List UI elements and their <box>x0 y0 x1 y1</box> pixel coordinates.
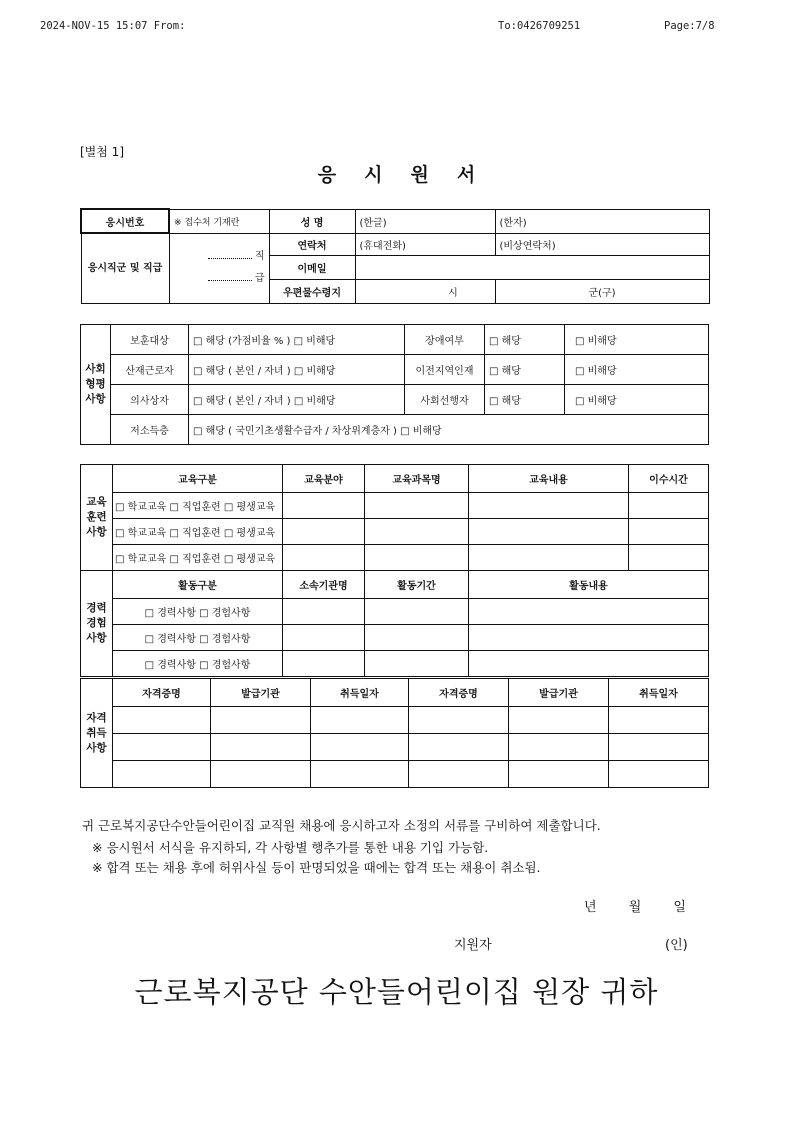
position-label: 응시직군 및 직급 <box>81 233 169 303</box>
experience-header: 활동내용 <box>469 571 709 599</box>
cert-date-cell[interactable] <box>311 734 409 761</box>
education-table <box>80 464 709 571</box>
education-hours-cell[interactable] <box>629 519 709 545</box>
social-row-label2: 장애여부 <box>405 325 485 355</box>
social-row-label2: 이전지역인재 <box>405 355 485 385</box>
education-header: 이수시간 <box>629 465 709 493</box>
cert-name-cell[interactable] <box>409 707 509 734</box>
cert-name-cell[interactable] <box>409 761 509 788</box>
education-type-options[interactable]: □ 학교교육 □ 직업훈련 □ 평생교육 <box>113 493 283 519</box>
experience-section-label: 경력 경험 사항 <box>81 571 113 677</box>
experience-header: 활동구분 <box>113 571 283 599</box>
social-row-label2: 사회선행자 <box>405 385 485 415</box>
education-hours-cell[interactable] <box>629 493 709 519</box>
experience-content-cell[interactable] <box>469 651 709 677</box>
table-row <box>81 519 709 545</box>
address-county[interactable]: 군(구) <box>495 279 709 303</box>
social-option-no[interactable]: □ 비해당 <box>565 355 709 385</box>
experience-header: 소속기관명 <box>283 571 365 599</box>
certificates-header: 자격증명 <box>409 679 509 707</box>
note-item: ※ 합격 또는 채용 후에 허위사실 등이 판명되었을 때에는 합격 또는 채용이 취소됨. <box>92 860 541 875</box>
education-course-cell[interactable] <box>365 519 469 545</box>
table-row <box>81 545 709 571</box>
table-row <box>81 493 709 519</box>
cert-issuer-cell[interactable] <box>509 761 609 788</box>
social-option-no[interactable]: □ 비해당 <box>565 325 709 355</box>
contact-label: 연락처 <box>269 233 355 255</box>
education-course-cell[interactable] <box>365 545 469 571</box>
experience-org-cell[interactable] <box>283 651 365 677</box>
social-row-options[interactable]: □ 해당 (가점비율 % ) □ 비해당 <box>189 325 405 355</box>
certificates-header: 취득일자 <box>609 679 709 707</box>
social-option-yes[interactable]: □ 해당 <box>485 385 565 415</box>
education-section-label: 교육 훈련 사항 <box>81 465 113 571</box>
social-row-options[interactable]: □ 해당 ( 본인 / 자녀 ) □ 비해당 <box>189 355 405 385</box>
social-option-no[interactable]: □ 비해당 <box>565 385 709 415</box>
seal-label[interactable]: (인) <box>665 938 688 953</box>
addressee: 근로복지공단 수안들어린이집 원장 귀하 <box>134 975 659 1009</box>
email-label: 이메일 <box>269 255 355 279</box>
mobile-field[interactable]: (휴대전화) <box>355 233 495 255</box>
social-option-yes[interactable]: □ 해당 <box>485 325 565 355</box>
fax-page-number: Page:7/8 <box>664 20 715 32</box>
experience-period-cell[interactable] <box>365 625 469 651</box>
cert-issuer-cell[interactable] <box>211 707 311 734</box>
cert-issuer-cell[interactable] <box>211 761 311 788</box>
email-field[interactable] <box>355 255 709 279</box>
social-row-label: 보훈대상 <box>111 325 189 355</box>
experience-type-options[interactable]: □ 경력사항 □ 경험사항 <box>113 651 283 677</box>
cert-issuer-cell[interactable] <box>509 707 609 734</box>
certificates-header: 발급기관 <box>211 679 311 707</box>
certificates-header: 취득일자 <box>311 679 409 707</box>
submission-statement: 귀 근로복지공단수안들어린이집 교직원 채용에 응시하고자 소정의 서류를 구비하여 제출합니다. <box>82 818 601 833</box>
table-row <box>81 599 709 625</box>
address-label: 우편물수령지 <box>269 279 355 303</box>
month-label: 월 <box>628 900 642 915</box>
certificates-header: 발급기관 <box>509 679 609 707</box>
cert-issuer-cell[interactable] <box>509 734 609 761</box>
page-title: 응시원서 <box>317 164 504 186</box>
experience-content-cell[interactable] <box>469 625 709 651</box>
applicant-info-table <box>80 208 710 304</box>
social-row-options[interactable]: □ 해당 ( 국민기초생활수급자 / 차상위계층자 ) □ 비해당 <box>189 415 709 445</box>
position-field[interactable] <box>169 233 269 303</box>
grade-suffix: 급 <box>254 273 265 284</box>
cert-name-cell[interactable] <box>409 734 509 761</box>
education-field-cell[interactable] <box>283 519 365 545</box>
social-section-label: 사회 형평 사항 <box>81 325 111 445</box>
experience-org-cell[interactable] <box>283 599 365 625</box>
job-suffix: 직 <box>254 251 265 262</box>
social-row-label: 저소득층 <box>111 415 189 445</box>
cert-date-cell[interactable] <box>311 761 409 788</box>
experience-type-options[interactable]: □ 경력사항 □ 경험사항 <box>113 599 283 625</box>
cert-issuer-cell[interactable] <box>211 734 311 761</box>
table-row <box>81 734 709 761</box>
education-field-cell[interactable] <box>283 545 365 571</box>
year-label: 년 <box>584 900 597 915</box>
name-hangul-field[interactable]: (한글) <box>355 209 495 233</box>
table-row <box>81 651 709 677</box>
note-item: ※ 응시원서 서식을 유지하되, 각 사항별 행추가를 통한 내용 기입 가능함. <box>92 840 489 855</box>
certificates-table <box>80 678 709 788</box>
education-header: 교육구분 <box>113 465 283 493</box>
address-city[interactable]: 시 <box>355 279 495 303</box>
education-course-cell[interactable] <box>365 493 469 519</box>
education-field-cell[interactable] <box>283 493 365 519</box>
cert-name-cell[interactable] <box>113 707 211 734</box>
cert-date-cell[interactable] <box>609 761 709 788</box>
cert-date-cell[interactable] <box>311 707 409 734</box>
table-row <box>81 761 709 788</box>
social-row-options[interactable]: □ 해당 ( 본인 / 자녀 ) □ 비해당 <box>189 385 405 415</box>
education-content-cell[interactable] <box>469 519 629 545</box>
experience-period-cell[interactable] <box>365 651 469 677</box>
cert-name-cell[interactable] <box>113 761 211 788</box>
cert-name-cell[interactable] <box>113 734 211 761</box>
applicant-label: 지원자 <box>454 938 492 953</box>
education-content-cell[interactable] <box>469 545 629 571</box>
education-header: 교육분야 <box>283 465 365 493</box>
education-type-options[interactable]: □ 학교교육 □ 직업훈련 □ 평생교육 <box>113 519 283 545</box>
education-content-cell[interactable] <box>469 493 629 519</box>
certificates-section-label: 자격 취득 사항 <box>81 679 113 788</box>
experience-header: 활동기간 <box>365 571 469 599</box>
education-hours-cell[interactable] <box>629 545 709 571</box>
experience-period-cell[interactable] <box>365 599 469 625</box>
social-option-yes[interactable]: □ 해당 <box>485 355 565 385</box>
social-row-label: 산재근로자 <box>111 355 189 385</box>
fax-datetime: 2024-NOV-15 15:07 From: <box>40 20 186 32</box>
date-line[interactable] <box>584 896 714 915</box>
experience-type-options[interactable]: □ 경력사항 □ 경험사항 <box>113 625 283 651</box>
experience-content-cell[interactable] <box>469 599 709 625</box>
emergency-contact-field[interactable]: (비상연락처) <box>495 233 709 255</box>
fax-recipient: To:0426709251 <box>498 20 581 32</box>
table-row <box>81 707 709 734</box>
table-row <box>81 625 709 651</box>
education-header: 교육과목명 <box>365 465 469 493</box>
name-hanja-field[interactable]: (한자) <box>495 209 709 233</box>
social-row-label: 의사상자 <box>111 385 189 415</box>
exam-number-note: ※ 접수처 기재란 <box>169 209 269 233</box>
education-header: 교육내용 <box>469 465 629 493</box>
appendix-label: [별첨 1] <box>80 145 124 159</box>
experience-table <box>80 570 709 677</box>
experience-org-cell[interactable] <box>283 625 365 651</box>
name-label: 성 명 <box>269 209 355 233</box>
certificates-header: 자격증명 <box>113 679 211 707</box>
social-priority-table <box>80 324 709 445</box>
education-type-options[interactable]: □ 학교교육 □ 직업훈련 □ 평생교육 <box>113 545 283 571</box>
exam-number-label: 응시번호 <box>81 209 169 233</box>
cert-date-cell[interactable] <box>609 707 709 734</box>
cert-date-cell[interactable] <box>609 734 709 761</box>
day-label: 일 <box>673 900 686 915</box>
